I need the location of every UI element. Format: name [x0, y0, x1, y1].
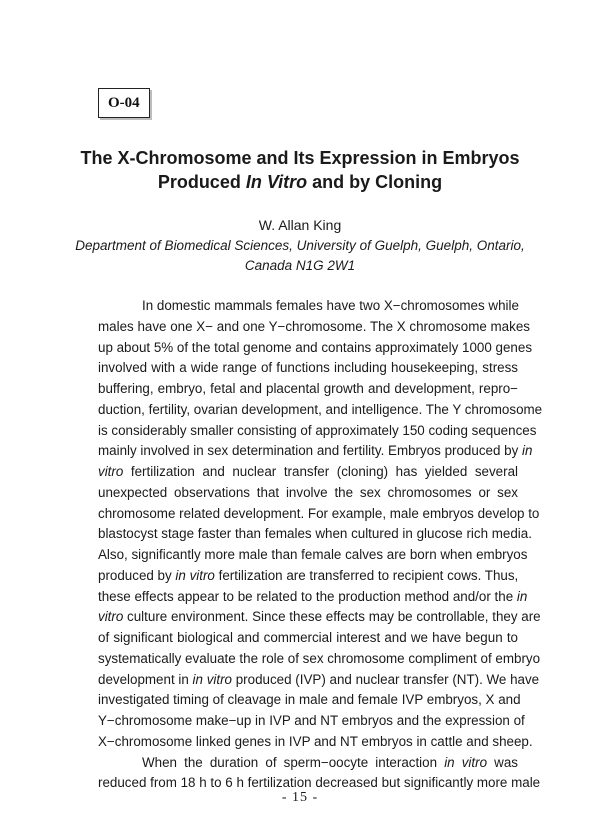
paper-title-line-2: [40, 170, 560, 194]
abstract-code-label: O-04: [98, 88, 150, 118]
title-text: Produced: [157, 172, 246, 192]
body-text: produced by: [98, 567, 176, 583]
paper-title-line-1: The X-Chromosome and Its Expression in Embryos: [80, 148, 520, 168]
author-name: W. Allan King: [258, 217, 342, 233]
title-text: and by Cloning: [307, 172, 443, 192]
body-text: fertilization and nuclear transfer (cloning) has yielded several: [123, 464, 518, 479]
body-line: reduced from 18 h to 6 h fertilization decreased but significantly more male: [98, 775, 541, 791]
body-italic: in: [516, 588, 528, 604]
body-line: is considerably smaller consisting of approximately 150 coding sequences: [98, 422, 537, 438]
title-italic-in-vitro: In Vitro: [245, 172, 308, 192]
body-line: [98, 587, 528, 608]
body-line: systematically evaluate the role of sex chromosome compliment of embryo: [98, 650, 541, 666]
body-text: culture environment. Since these effects may be controllable, they are: [123, 609, 541, 625]
body-italic: in: [522, 443, 533, 459]
affiliation-line-1: Department of Biomedical Sciences, University of Guelph, Guelph, Ontario,: [75, 238, 525, 253]
body-line: unexpected observations that involve the sex chromosomes or sex: [98, 484, 518, 500]
body-italic: vitro: [98, 464, 124, 479]
affiliation-line-2: Canada N1G 2W1: [244, 258, 356, 273]
body-text: mainly involved in sex determination and fertility. Embryos produced by: [98, 443, 522, 459]
body-italic: in vitro: [192, 671, 232, 687]
body-line: X−chromosome linked genes in IVP and NT embryos in cattle and sheep.: [98, 733, 533, 749]
body-italic: vitro: [98, 609, 124, 625]
body-text: fertilization are transferred to recipient cows. Thus,: [214, 567, 519, 583]
body-line: duction, fertility, ovarian development, and intelligence. The Y chromosome: [98, 401, 543, 417]
body-line: In domestic mammals females have two X−chromosomes while: [142, 298, 519, 313]
page-number: - 15 -: [281, 790, 319, 805]
body-line: males have one X− and one Y−chromosome. The X chromosome makes: [98, 318, 530, 334]
body-italic: in vitro: [444, 754, 488, 770]
body-line: [98, 607, 541, 628]
body-line: [98, 462, 518, 483]
body-line: chromosome related development. For example, male embryos develop to: [98, 505, 540, 521]
body-text: these effects appear to be related to the production method and/or the: [98, 588, 517, 604]
affiliation: [40, 236, 560, 276]
body-text: was: [487, 754, 518, 770]
body-line: [98, 566, 518, 587]
body-line: [98, 441, 533, 462]
body-line: [98, 670, 540, 691]
body-line: investigated timing of cleavage in male and female IVP embryos, X and: [98, 692, 521, 708]
body-line: buffering, embryo, fetal and placental growth and development, repro−: [98, 381, 518, 396]
abstract-body: [98, 296, 543, 794]
body-line: [98, 753, 518, 774]
body-italic: in vitro: [175, 567, 215, 583]
body-line: involved with a wide range of functions including housekeeping, stress: [98, 360, 518, 376]
body-line: up about 5% of the total genome and contains approximately 1000 genes: [98, 339, 533, 355]
body-line: blastocyst stage faster than females when cultured in glucose rich media.: [98, 526, 532, 542]
body-text: produced (IVP) and nuclear transfer (NT). We have: [232, 671, 540, 687]
body-text: When the duration of sperm−oocyte interaction: [142, 754, 445, 770]
body-line: Y−chromosome make−up in IVP and NT embryos and the expression of: [98, 713, 525, 728]
body-line: Also, significantly more male than female calves are born when embryos: [98, 547, 528, 562]
body-line: of significant biological and commercial interest and we have begun to: [98, 630, 518, 645]
body-text: development in: [98, 671, 193, 687]
